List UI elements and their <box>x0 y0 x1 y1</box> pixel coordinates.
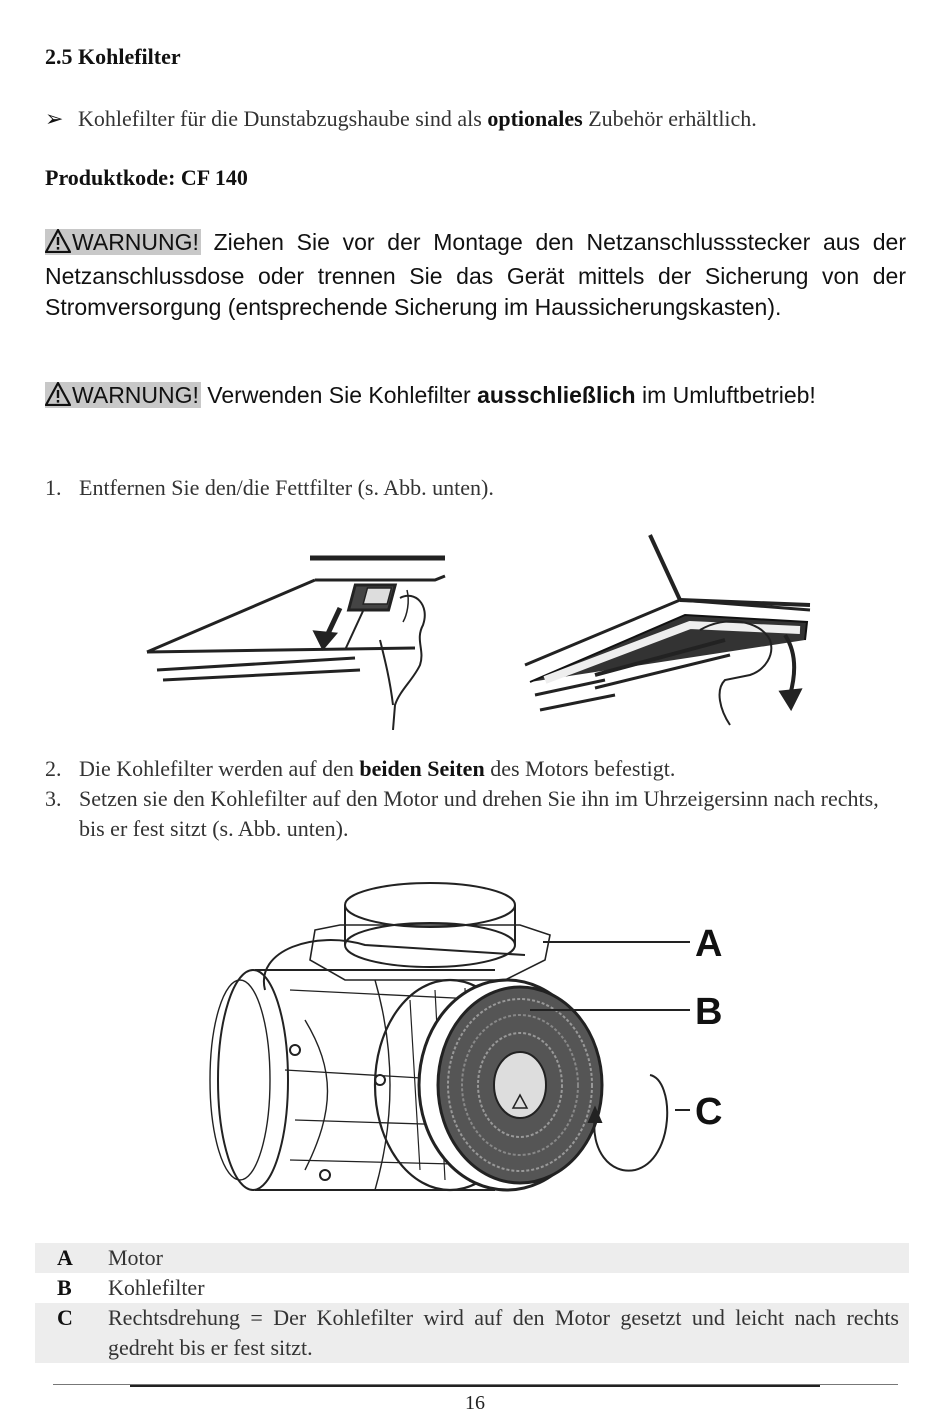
accessory-note <box>45 106 757 132</box>
legend-value: Motor <box>108 1245 163 1270</box>
legend-row-a <box>35 1243 909 1273</box>
motor-filter-illustration <box>195 870 765 1215</box>
step-number: 1. <box>45 475 62 500</box>
legend-key: B <box>57 1275 72 1300</box>
carbon-filter-drawing <box>419 980 602 1190</box>
warning-block-2 <box>45 380 906 414</box>
legend-row-c <box>35 1303 909 1363</box>
accessory-note-text-end: Zubehör erhältlich. <box>582 106 757 131</box>
warning-text-2-bold: ausschließlich <box>477 382 636 408</box>
page-number: 16 <box>465 1392 485 1414</box>
legend-row-b <box>35 1273 909 1303</box>
warning-text-2-start: Verwenden Sie Kohlefilter <box>200 382 478 408</box>
footer-rule-bold <box>130 1385 820 1387</box>
accessory-note-bold: optionales <box>487 106 583 131</box>
legend-value: Rechtsdrehung = Der Kohlefilter wird auf den Motor gesetzt und leicht nach rechts gedreht bis er fest sitzt. <box>108 1305 899 1360</box>
warning-block-1 <box>45 227 906 323</box>
warning-label-text-2: WARNUNG! <box>72 382 199 408</box>
hood-chimney-drawing <box>525 535 810 725</box>
section-heading: 2.5 Kohlefilter <box>45 44 181 69</box>
step-text <box>79 754 906 784</box>
warning-triangle-icon <box>45 229 71 261</box>
step-text: Entfernen Sie den/die Fettfilter (s. Abb. unten). <box>79 475 494 500</box>
legend-value: Kohlefilter <box>108 1275 205 1300</box>
step-text-end: des Motors befestigt. <box>484 756 676 781</box>
legend-key: C <box>57 1305 73 1330</box>
warning-text-2-end: im Umluftbetrieb! <box>635 382 816 408</box>
product-code: Produktkode: CF 140 <box>45 165 248 190</box>
step-text-bold: beiden Seiten <box>359 756 485 781</box>
grease-filter-removal-illustration <box>145 530 815 730</box>
warning-text-1: Ziehen Sie vor der Montage den Netzanschlussstecker aus der Netzanschlussdose oder trennen Sie das Gerät mittels der Sicherung von der Stromversorgung (entsprechende Sicherung im Haussicherungskasten). <box>45 229 906 320</box>
arrow-bullet-icon: ➢ <box>45 106 64 131</box>
figure-label-c: C <box>695 1091 723 1133</box>
figure-label-a: A <box>695 923 723 965</box>
warning-label-1 <box>45 229 201 255</box>
legend-key: A <box>57 1245 73 1270</box>
step-text: Setzen sie den Kohlefilter auf den Motor und drehen Sie ihn im Uhrzeigersinn nach rechts, bis er fest sitzt (s. Abb. unten). <box>79 786 879 841</box>
hood-flat-drawing <box>147 558 445 730</box>
legend-table <box>35 1243 909 1363</box>
warning-label-text-1: WARNUNG! <box>72 229 199 255</box>
warning-label-2 <box>45 382 201 408</box>
step-2 <box>45 754 906 784</box>
step-3 <box>45 784 906 844</box>
step-1 <box>45 473 906 503</box>
warning-triangle-icon <box>45 382 71 414</box>
step-text-start: Die Kohlefilter werden auf den <box>79 756 360 781</box>
step-number: 2. <box>45 756 62 781</box>
accessory-note-text-start: Kohlefilter für die Dunstabzugshaube sind als <box>78 106 488 131</box>
step-number: 3. <box>45 786 62 811</box>
figure-label-b: B <box>695 991 723 1033</box>
